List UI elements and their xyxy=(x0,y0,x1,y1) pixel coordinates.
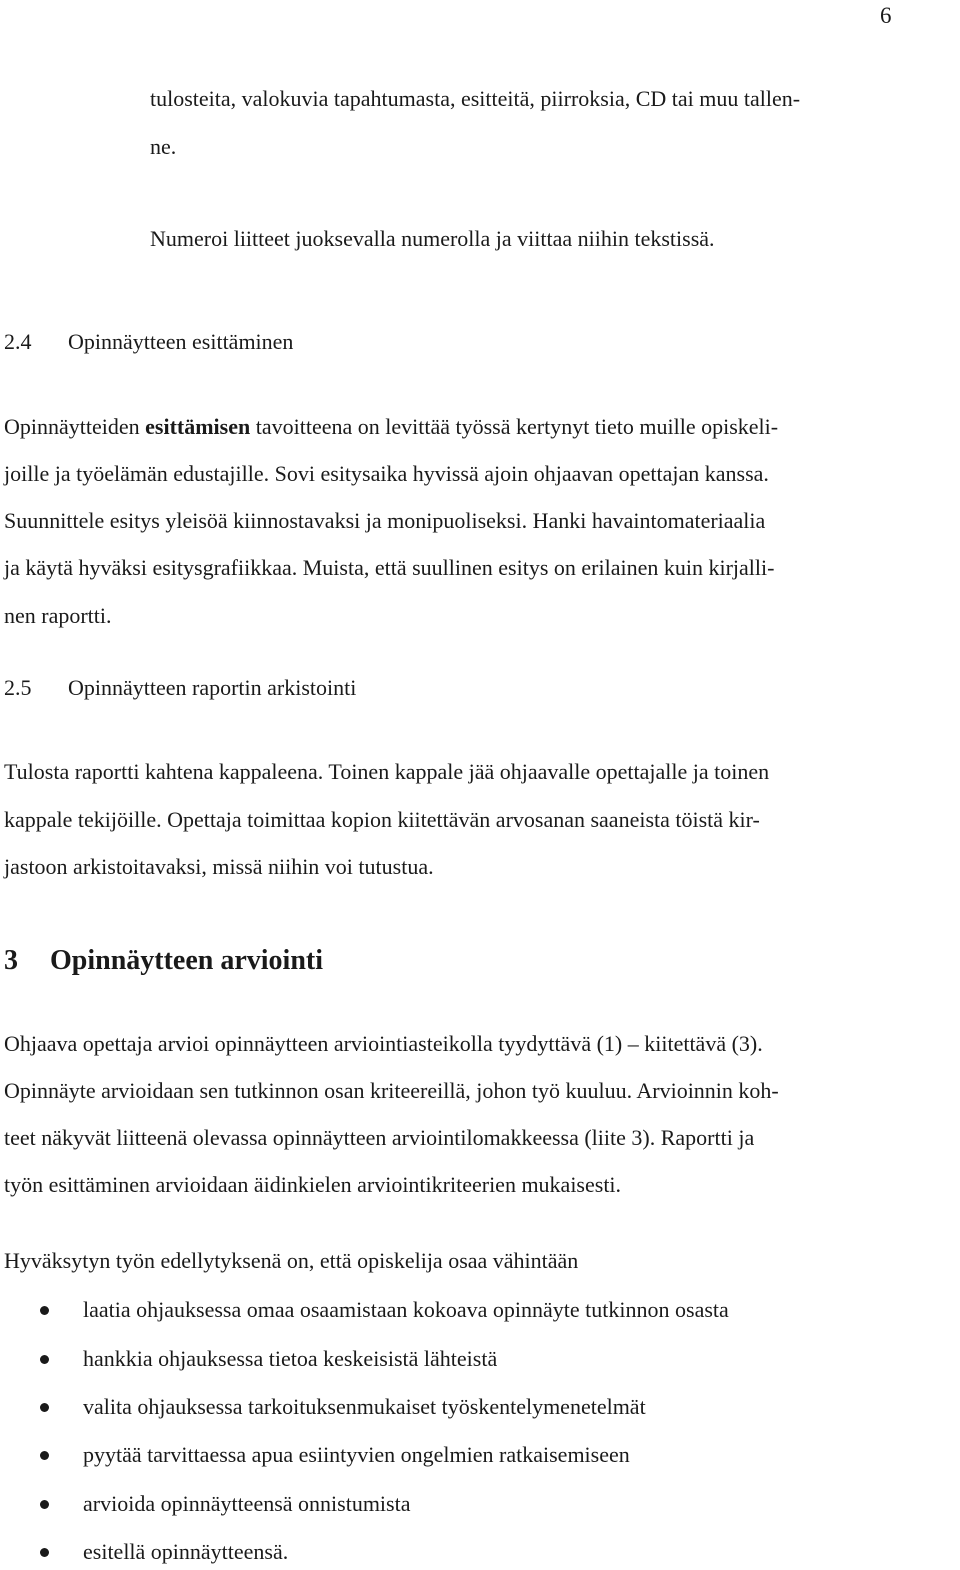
section-3-heading xyxy=(4,947,323,975)
section-3-line-2: Opinnäyte arvioidaan sen tutkinnon osan kriteereillä, johon työ kuuluu. Arvioinnin koh- xyxy=(4,1078,779,1103)
section-2-4-line-1-end: tavoitteena on levittää työssä kertynyt tieto muille opiskeli- xyxy=(250,414,779,439)
bullet-icon xyxy=(40,1451,49,1460)
intro-line-2: ne. xyxy=(150,134,177,159)
section-2-4-line-3: Suunnittele esitys yleisöä kiinnostavaksi ja monipuoliseksi. Hanki havaintomateriaalia xyxy=(4,508,766,533)
section-3-list-intro: Hyväksytyn työn edellytyksenä on, että opiskelija osaa vähintään xyxy=(4,1248,579,1273)
section-3-line-4: työn esittäminen arvioidaan äidinkielen arviointikriteerien mukaisesti. xyxy=(4,1172,622,1197)
section-2-4-line-1 xyxy=(4,416,778,438)
list-item-text: valita ohjauksessa tarkoituksenmukaiset työskentelymenetelmät xyxy=(83,1394,646,1419)
bullet-icon xyxy=(40,1403,49,1412)
section-3-number: 3 xyxy=(4,945,18,976)
bullet-icon xyxy=(40,1500,49,1509)
list-item-text: laatia ohjauksessa omaa osaamistaan kokoava opinnäyte tutkinnon osasta xyxy=(83,1297,729,1322)
bullet-icon xyxy=(40,1548,49,1557)
section-2-5-heading xyxy=(4,677,356,699)
section-2-4-line-5: nen raportti. xyxy=(4,603,112,628)
intro-line-1: tulosteita, valokuvia tapahtumasta, esitteitä, piirroksia, CD tai muu tallen- xyxy=(150,86,801,111)
section-2-4-number: 2.4 xyxy=(4,329,32,354)
intro-line-3: Numeroi liitteet juoksevalla numerolla ja viittaa niihin tekstissä. xyxy=(150,226,715,251)
section-2-4-line-4: ja käytä hyväksi esitysgrafiikkaa. Muista, että suullinen esitys on erilainen kuin kirjalli- xyxy=(4,555,775,580)
list-item-text: arvioida opinnäytteensä onnistumista xyxy=(83,1491,411,1516)
section-2-4-heading xyxy=(4,331,293,353)
page-number: 6 xyxy=(880,3,892,28)
bullet-icon xyxy=(40,1306,49,1315)
bullet-icon xyxy=(40,1355,49,1364)
list-item-text: hankkia ohjauksessa tietoa keskeisistä lähteistä xyxy=(83,1346,498,1371)
section-2-4-line-2: joille ja työelämän edustajille. Sovi esitysaika hyvissä ajoin ohjaavan opettajan kanssa. xyxy=(4,461,769,486)
section-2-5-line-2: kappale tekijöille. Opettaja toimittaa kopion kiitettävän arvosanan saaneista töistä kir- xyxy=(4,807,760,832)
section-2-5-line-3: jastoon arkistoitavaksi, missä niihin voi tutustua. xyxy=(4,854,434,879)
section-2-5-number: 2.5 xyxy=(4,675,32,700)
section-2-4-line-1-start: Opinnäytteiden xyxy=(4,414,146,439)
section-3-title: Opinnäytteen arviointi xyxy=(50,945,324,976)
section-2-4-title: Opinnäytteen esittäminen xyxy=(68,329,294,354)
list-item-text: pyytää tarvittaessa apua esiintyvien ongelmien ratkaisemiseen xyxy=(83,1442,630,1467)
section-2-4-line-1-bold: esittämisen xyxy=(145,414,251,439)
section-2-5-title: Opinnäytteen raportin arkistointi xyxy=(68,675,357,700)
section-3-line-1: Ohjaava opettaja arvioi opinnäytteen arviointiasteikolla tyydyttävä (1) – kiitettävä (3). xyxy=(4,1031,763,1056)
section-2-5-line-1: Tulosta raportti kahtena kappaleena. Toinen kappale jää ohjaavalle opettajalle ja toinen xyxy=(4,759,770,784)
list-item-text: esitellä opinnäytteensä. xyxy=(83,1539,289,1564)
section-3-line-3: teet näkyvät liitteenä olevassa opinnäytteen arviointilomakkeessa (liite 3). Raportti ja xyxy=(4,1125,755,1150)
